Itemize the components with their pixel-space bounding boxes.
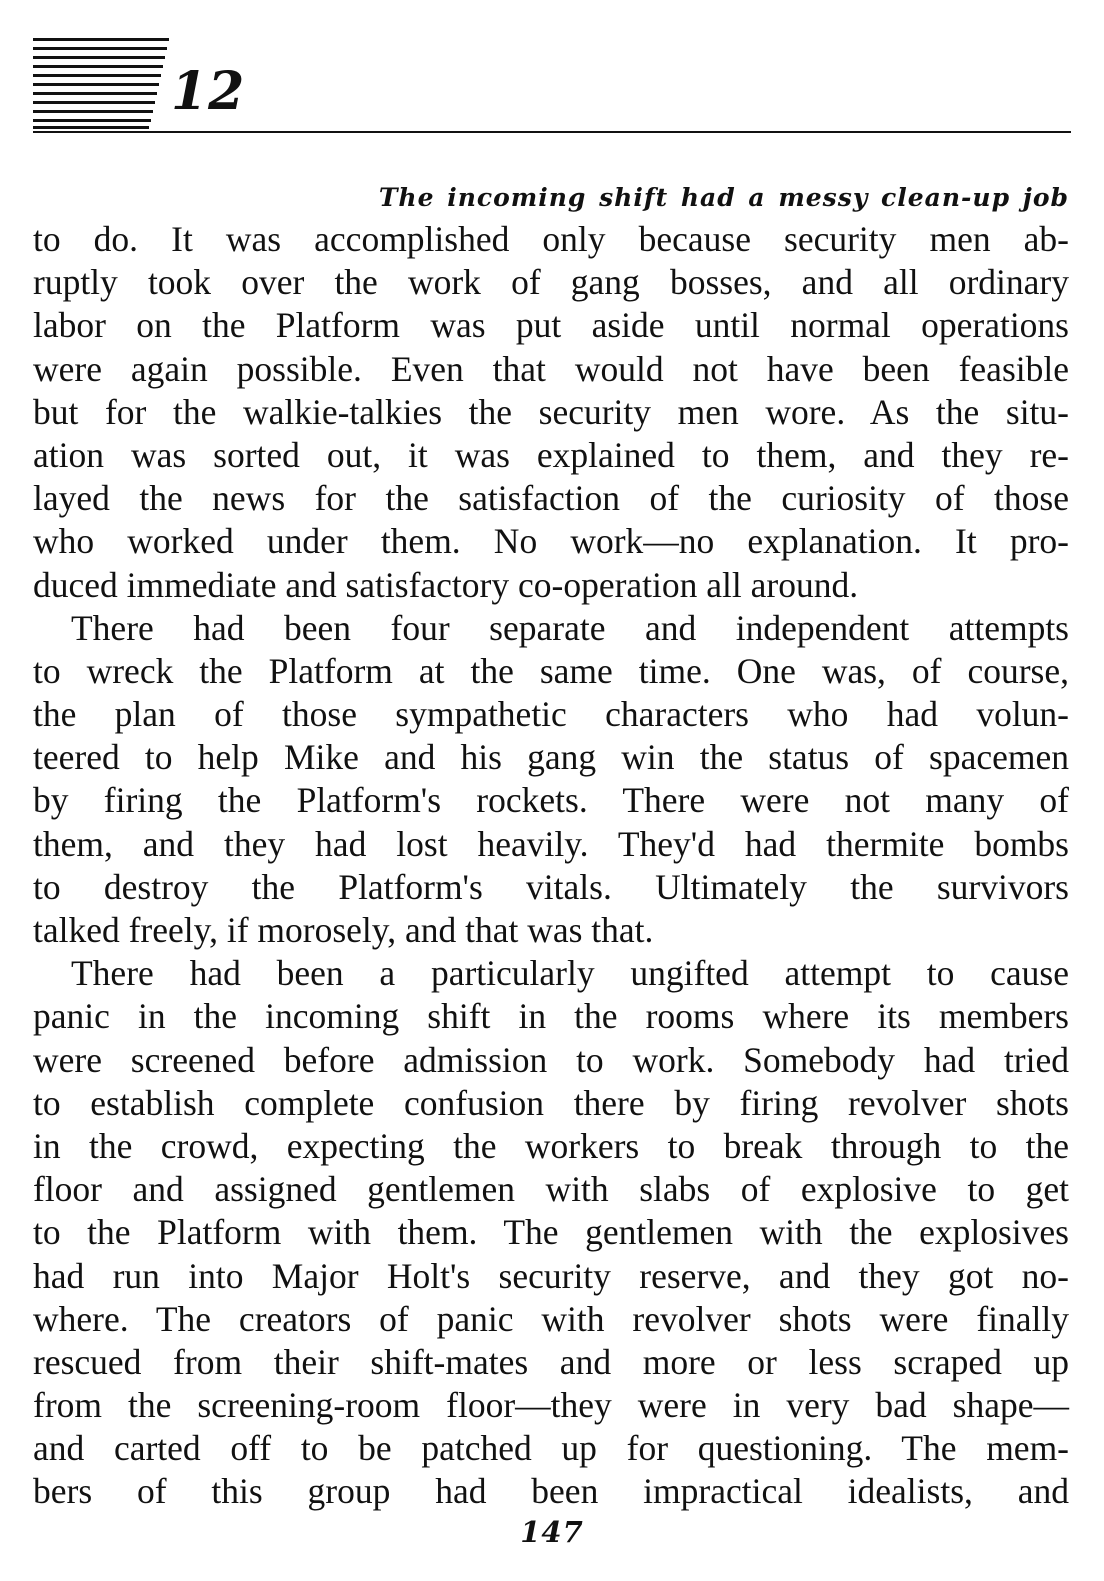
text-line: bers of this group had been impractical idealists, and bbox=[33, 1471, 1069, 1512]
text-line: to the Platform with them. The gentlemen with the explosives bbox=[33, 1212, 1069, 1253]
text-line: by firing the Platform's rockets. There were not many of bbox=[33, 780, 1069, 821]
text-line: to establish complete confusion there by firing revolver shots bbox=[33, 1082, 1069, 1123]
text-line: from the screening-room floor—they were in very bad shape— bbox=[33, 1385, 1069, 1426]
text-line: who worked under them. No work—no explanation. It pro- bbox=[33, 521, 1069, 562]
text-line: ation was sorted out, it was explained to them, and they re- bbox=[33, 434, 1069, 475]
paragraph bbox=[33, 952, 1069, 1513]
text-line: the plan of those sympathetic characters who had volun- bbox=[33, 694, 1069, 735]
text-line: layed the news for the satisfaction of the curiosity of those bbox=[33, 478, 1069, 519]
text-line: to do. It was accomplished only because security men ab- bbox=[33, 219, 1069, 259]
text-line: panic in the incoming shift in the rooms where its members bbox=[33, 996, 1069, 1037]
text-line: ruptly took over the work of gang bosses, and all ordinary bbox=[33, 262, 1069, 303]
text-line: duced immediate and satisfactory co-operation all around. bbox=[33, 564, 859, 605]
text-line: talked freely, if morosely, and that was that. bbox=[33, 910, 654, 950]
text-line: floor and assigned gentlemen with slabs of explosive to get bbox=[33, 1169, 1069, 1210]
text-line: rescued from their shift-mates and more or less scraped up bbox=[33, 1341, 1069, 1382]
chapter-number: 12 bbox=[171, 61, 246, 122]
text-line: There had been a particularly ungifted attempt to cause bbox=[71, 953, 1069, 994]
text-line: There had been four separate and independent attempts bbox=[71, 607, 1069, 648]
header-rule bbox=[33, 131, 1071, 133]
chapter-header bbox=[33, 38, 1071, 133]
opening-line: The incoming shift had a messy clean-up job bbox=[378, 183, 1069, 212]
paragraph bbox=[33, 218, 1069, 607]
text-line: labor on the Platform was put aside until normal operations bbox=[33, 305, 1069, 346]
chapter-stripes-ornament bbox=[33, 38, 173, 133]
text-line: were again possible. Even that would not have been feasible bbox=[33, 348, 1069, 389]
text-line: but for the walkie-talkies the security men wore. As the situ- bbox=[33, 391, 1069, 432]
text-line: where. The creators of panic with revolver shots were finally bbox=[33, 1298, 1069, 1339]
text-line: in the crowd, expecting the workers to break through to the bbox=[33, 1125, 1069, 1166]
text-line: to destroy the Platform's vitals. Ultimately the survivors bbox=[33, 866, 1069, 907]
text-line: and carted off to be patched up for questioning. The mem- bbox=[33, 1428, 1069, 1469]
body-text bbox=[33, 178, 1069, 1514]
text-line: to wreck the Platform at the same time. One was, of course, bbox=[33, 650, 1069, 691]
page-number: 147 bbox=[520, 1515, 584, 1549]
text-line: had run into Major Holt's security reserve, and they got no- bbox=[33, 1255, 1069, 1296]
text-line: teered to help Mike and his gang win the status of spacemen bbox=[33, 737, 1069, 778]
text-line: them, and they had lost heavily. They'd had thermite bombs bbox=[33, 823, 1069, 864]
text-line: were screened before admission to work. Somebody had tried bbox=[33, 1039, 1069, 1080]
paragraph bbox=[33, 607, 1069, 953]
